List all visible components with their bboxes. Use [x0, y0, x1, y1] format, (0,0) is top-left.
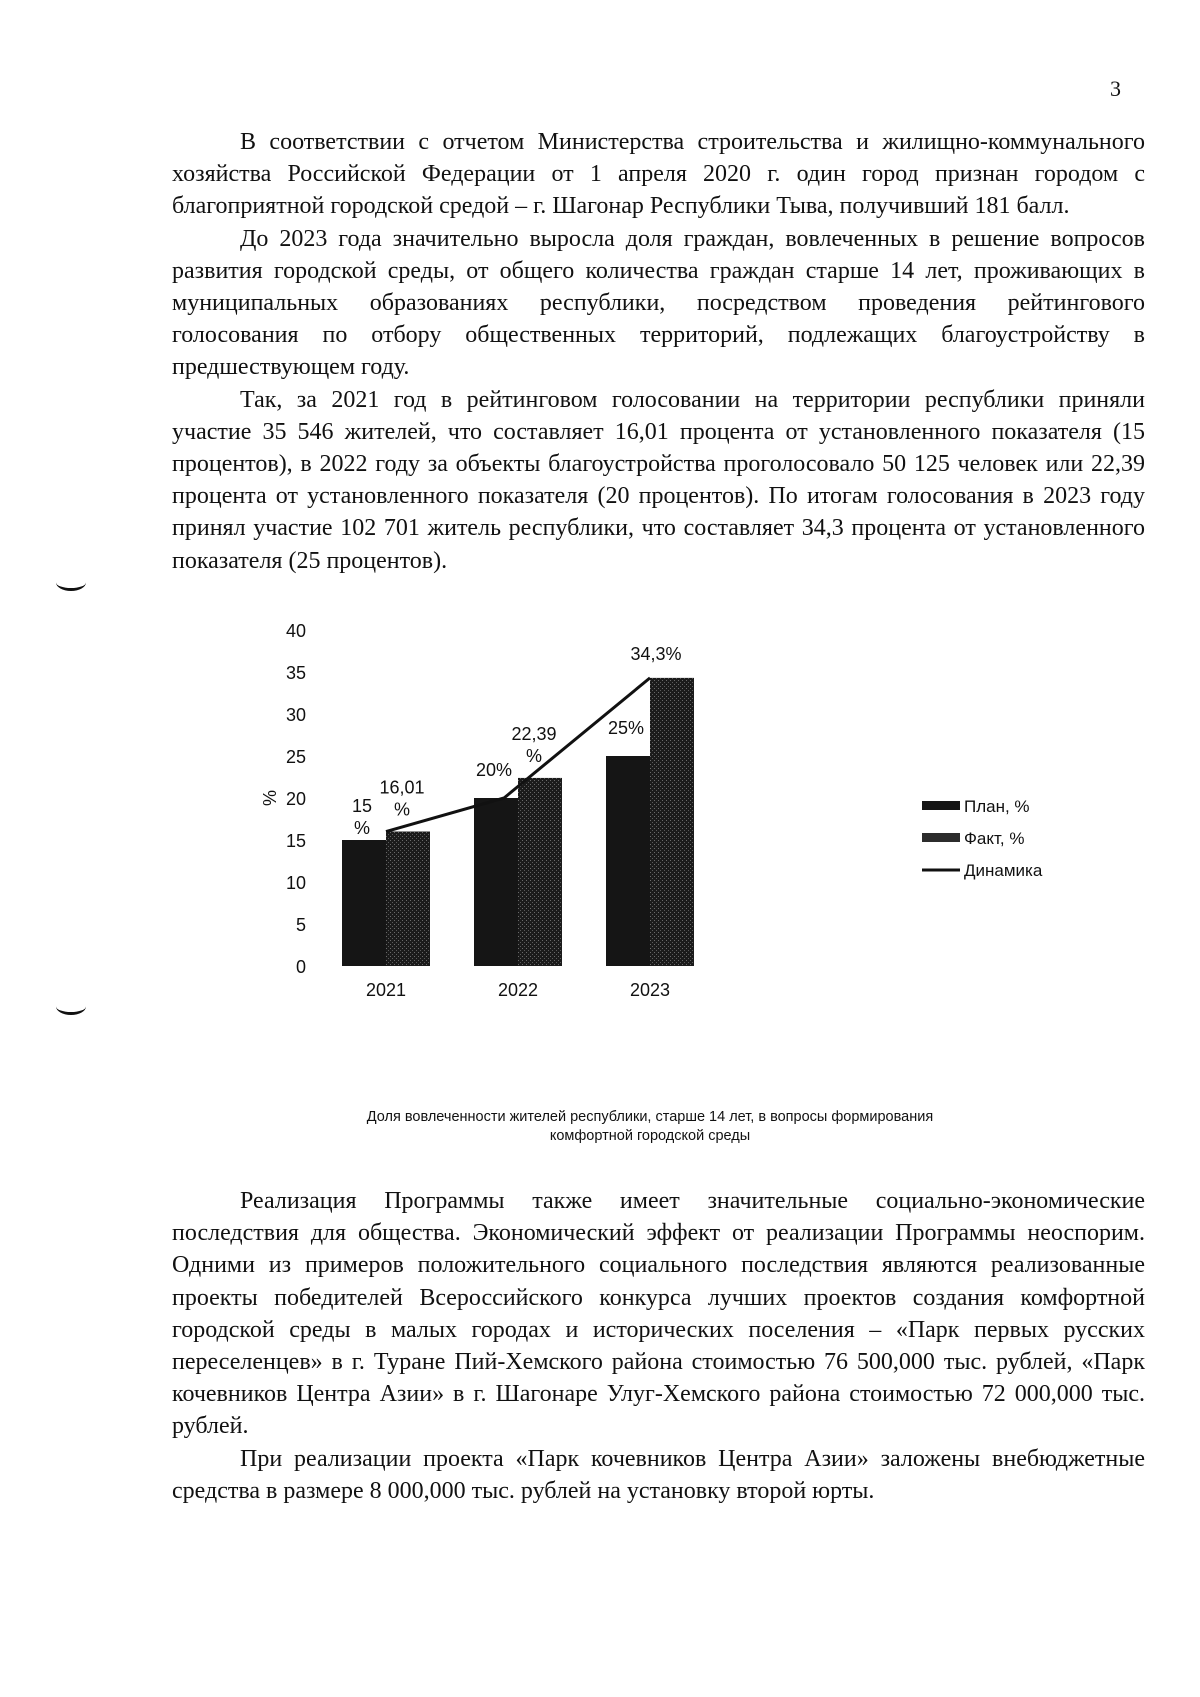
bar-plan — [606, 756, 650, 966]
legend-swatch-bar — [922, 833, 960, 842]
paragraph: До 2023 года значительно выросла доля граждан, вовлеченных в решение вопросов развития городской среды, от общего количества граждан старше 14 лет, проживающих в муниципальных образованиях республики, посредством проведения рейтингового голосования по отбору общественных территорий, подлежащих благоустройству в предшествующем году. — [172, 225, 1145, 381]
y-tick-label: 25 — [285, 747, 306, 767]
chart — [260, 621, 1150, 1160]
chart-svg — [260, 621, 1150, 1160]
data-label-fact: 22,39 % — [511, 723, 557, 766]
data-label-plan: 20% — [475, 760, 513, 780]
y-tick-label: 40 — [285, 621, 306, 641]
page-number: 3 — [1110, 76, 1121, 101]
paragraph: Так, за 2021 год в рейтинговом голосовании на территории республики приняли участие 35 546 жителей, что составляет 16,01 процента от установленного показателя (15 процентов), в 2022 году за объекты благоустройства проголосовало 50 125 человек или 22,39 процента от установленного показателя (20 процентов). По итогам голосования в 2023 году принял участие 102 701 житель республики, что составляет 34,3 процента от установленного показателя (25 процентов). — [172, 386, 1145, 574]
bar-fact — [650, 678, 694, 966]
data-label-plan: 25% — [607, 718, 645, 738]
x-tick-label: 2022 — [497, 980, 539, 1000]
bar-fact — [518, 778, 562, 966]
x-tick-label: 2023 — [629, 980, 671, 1000]
data-label-fact: 34,3% — [630, 643, 682, 664]
body-text-bottom — [172, 1185, 1145, 1507]
legend-swatch-bar — [922, 801, 960, 810]
legend-label: Факт, % — [964, 829, 1025, 848]
data-label-fact: 16,01 % — [379, 777, 425, 820]
paragraph: Реализация Программы также имеет значительные социально-экономические последствия для общества. Экономический эффект от реализации Программы неоспорим. Одними из примеров положительного социального последствия являются реализованные проекты победителей Всероссийского конкурса лучших проектов создания комфортной городской среды в малых городах и исторических поселения – «Парк первых русских переселенцев» в г. Туране Пий-Хемского района стоимостью 76 500,000 тыс. рублей, «Парк кочевников Центра Азии» в г. Шагонаре Улуг-Хемского района стоимостью 72 000,000 тыс. рублей. — [172, 1188, 1145, 1440]
body-text-top — [172, 126, 1145, 577]
y-tick-label: 0 — [295, 957, 306, 977]
bar-plan — [342, 840, 386, 966]
legend-label: План, % — [964, 797, 1030, 816]
scan-mark — [56, 998, 86, 1015]
chart-caption-line: Доля вовлеченности жителей республики, старше 14 лет, в вопросы формирования — [366, 1109, 934, 1125]
bar-plan — [474, 798, 518, 966]
data-label-plan: 15 % — [351, 796, 373, 838]
x-tick-label: 2021 — [365, 980, 407, 1000]
y-tick-label: 15 — [285, 831, 306, 851]
chart-caption-line: комфортной городской среды — [549, 1128, 751, 1144]
bar-fact — [386, 832, 430, 966]
paragraph: При реализации проекта «Парк кочевников Центра Азии» заложены внебюджетные средства в размере 8 000,000 тыс. рублей на установку второй юрты. — [172, 1445, 1145, 1504]
paragraph: В соответствии с отчетом Министерства строительства и жилищно-коммунального хозяйства Российской Федерации от 1 апреля 2020 г. один город признан городом с благоприятной городской средой – г. Шагонар Республики Тыва, получивший 181 балл. — [172, 129, 1145, 220]
y-tick-label: 5 — [295, 915, 306, 935]
y-tick-label: 30 — [285, 705, 306, 725]
legend-label: Динамика — [964, 861, 1043, 880]
y-axis-label: % — [260, 789, 280, 807]
scan-mark — [56, 574, 86, 591]
y-tick-label: 10 — [285, 873, 306, 893]
y-tick-label: 35 — [285, 663, 306, 683]
y-tick-label: 20 — [285, 789, 306, 809]
